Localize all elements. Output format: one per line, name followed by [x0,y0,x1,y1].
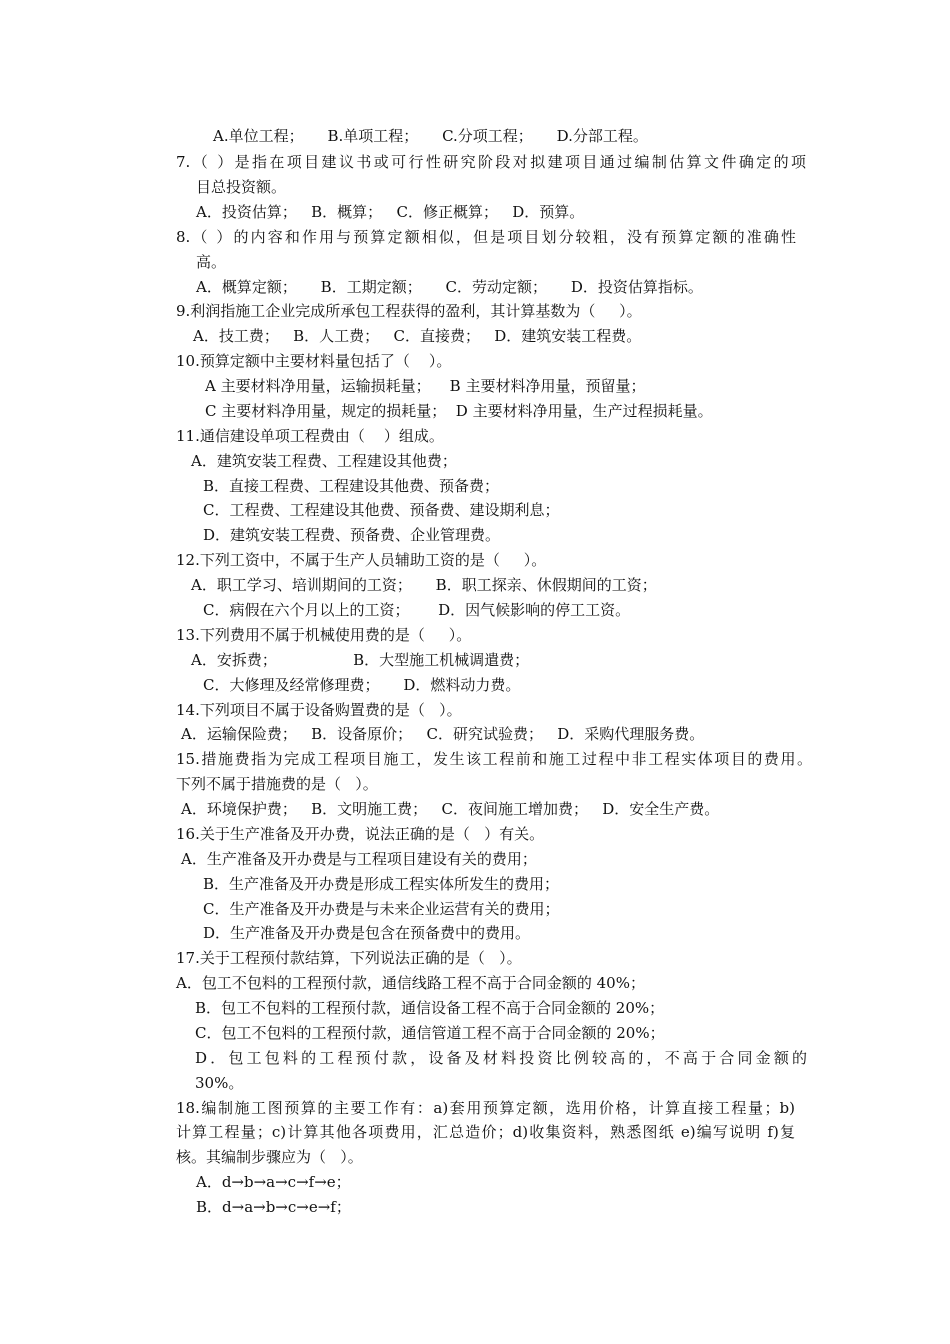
q8-stem-line2: 高。 [196,253,227,271]
q17-stem: 17.关于工程预付款结算，下列说法正确的是（ ）。 [176,949,522,967]
q16-option-d: D．生产准备及开办费是包含在预备费中的费用。 [203,924,531,942]
q17-option-d-line1: D．包工包料的工程预付款，设备及材料投资比例较高的，不高于合同金额的 [195,1049,807,1067]
q7-stem-line2: 目总投资额。 [196,178,287,196]
q16-option-a: A．生产准备及开办费是与工程项目建设有关的费用； [181,850,537,868]
q18-stem-line2: 计算工程量；c)计算其他各项费用，汇总造价；d)收集资料，熟悉图纸 e)编写说明 f)复 [176,1123,795,1141]
q18-stem-line3: 核。其编制步骤应为（ ）。 [176,1148,363,1166]
q8-stem-line1: 8.（ ）的内容和作用与预算定额相似，但是项目划分较粗，没有预算定额的准确性 [176,228,796,246]
q10-options-line1: A 主要材料净用量，运输损耗量； B 主要材料净用量，预留量； [205,377,646,395]
q17-option-a: A．包工不包料的工程预付款，通信线路工程不高于合同金额的 40%； [176,974,645,992]
q11-option-d: D．建筑安装工程费、预备费、企业管理费。 [203,526,501,544]
q16-option-c: C．生产准备及开办费是与未来企业运营有关的费用； [203,900,560,918]
q11-option-a: A．建筑安装工程费、工程建设其他费； [191,452,457,470]
q15-stem-line1: 15.措施费指为完成工程项目施工，发生该工程前和施工过程中非工程实体项目的费用。 [176,750,812,768]
q17-option-d-line2: 30%。 [195,1074,244,1092]
q12-options-line1: A．职工学习、培训期间的工资； B．职工探亲、休假期间的工资； [191,576,657,594]
q11-option-b: B．直接工程费、工程建设其他费、预备费； [203,477,500,495]
q8-options: A．概算定额； B．工期定额； C．劳动定额； D．投资估算指标。 [196,278,703,296]
q13-options-line2: C．大修理及经常修理费； D．燃料动力费。 [203,676,521,694]
q10-options-line2: C 主要材料净用量，规定的损耗量； D 主要材料净用量，生产过程损耗量。 [205,402,713,420]
q16-stem: 16.关于生产准备及开办费，说法正确的是（ ）有关。 [176,825,545,843]
q13-stem: 13.下列费用不属于机械使用费的是（ ）。 [176,626,472,644]
q15-stem-line2: 下列不属于措施费的是（ ）。 [176,775,378,793]
q17-option-b: B．包工不包料的工程预付款，通信设备工程不高于合同金额的 20%； [195,999,665,1017]
q9-stem: 9.利润指施工企业完成所承包工程获得的盈利，其计算基数为（ ）。 [176,302,642,320]
q7-options: A．投资估算； B．概算； C．修正概算； D．预算。 [196,203,585,221]
q16-option-b: B．生产准备及开办费是形成工程实体所发生的费用； [203,875,560,893]
q18-option-b: B．d→a→b→c→e→f； [196,1198,351,1216]
q6-options: A.单位工程； B.单项工程； C.分项工程； D.分部工程。 [213,127,648,145]
q11-option-c: C．工程费、工程建设其他费、预备费、建设期利息； [203,501,560,519]
q14-stem: 14.下列项目不属于设备购置费的是（ ）。 [176,701,462,719]
q14-options: A．运输保险费； B．设备原价； C．研究试验费； D．采购代理服务费。 [181,725,705,743]
q9-options: A．技工费； B．人工费； C．直接费； D．建筑安装工程费。 [193,327,642,345]
q12-options-line2: C．病假在六个月以上的工资； D．因气候影响的停工工资。 [203,601,631,619]
q10-stem: 10.预算定额中主要材料量包括了（ ）。 [176,352,452,370]
q13-options-line1: A．安拆费； B．大型施工机械调遣费； [191,651,530,669]
q15-options: A．环境保护费； B．文明施工费； C．夜间施工增加费； D．安全生产费。 [181,800,720,818]
q7-stem-line1: 7.（ ）是指在项目建议书或可行性研究阶段对拟建项目通过编制估算文件确定的项 [176,153,806,171]
q12-stem: 12.下列工资中，不属于生产人员辅助工资的是（ ）。 [176,551,547,569]
q17-option-c: C．包工不包料的工程预付款，通信管道工程不高于合同金额的 20%； [195,1024,665,1042]
q18-stem-line1: 18.编制施工图预算的主要工作有：a)套用预算定额，选用价格，计算直接工程量；b) [176,1099,795,1117]
q18-option-a: A．d→b→a→c→f→e； [196,1173,351,1191]
q11-stem: 11.通信建设单项工程费由（ ）组成。 [176,427,444,445]
